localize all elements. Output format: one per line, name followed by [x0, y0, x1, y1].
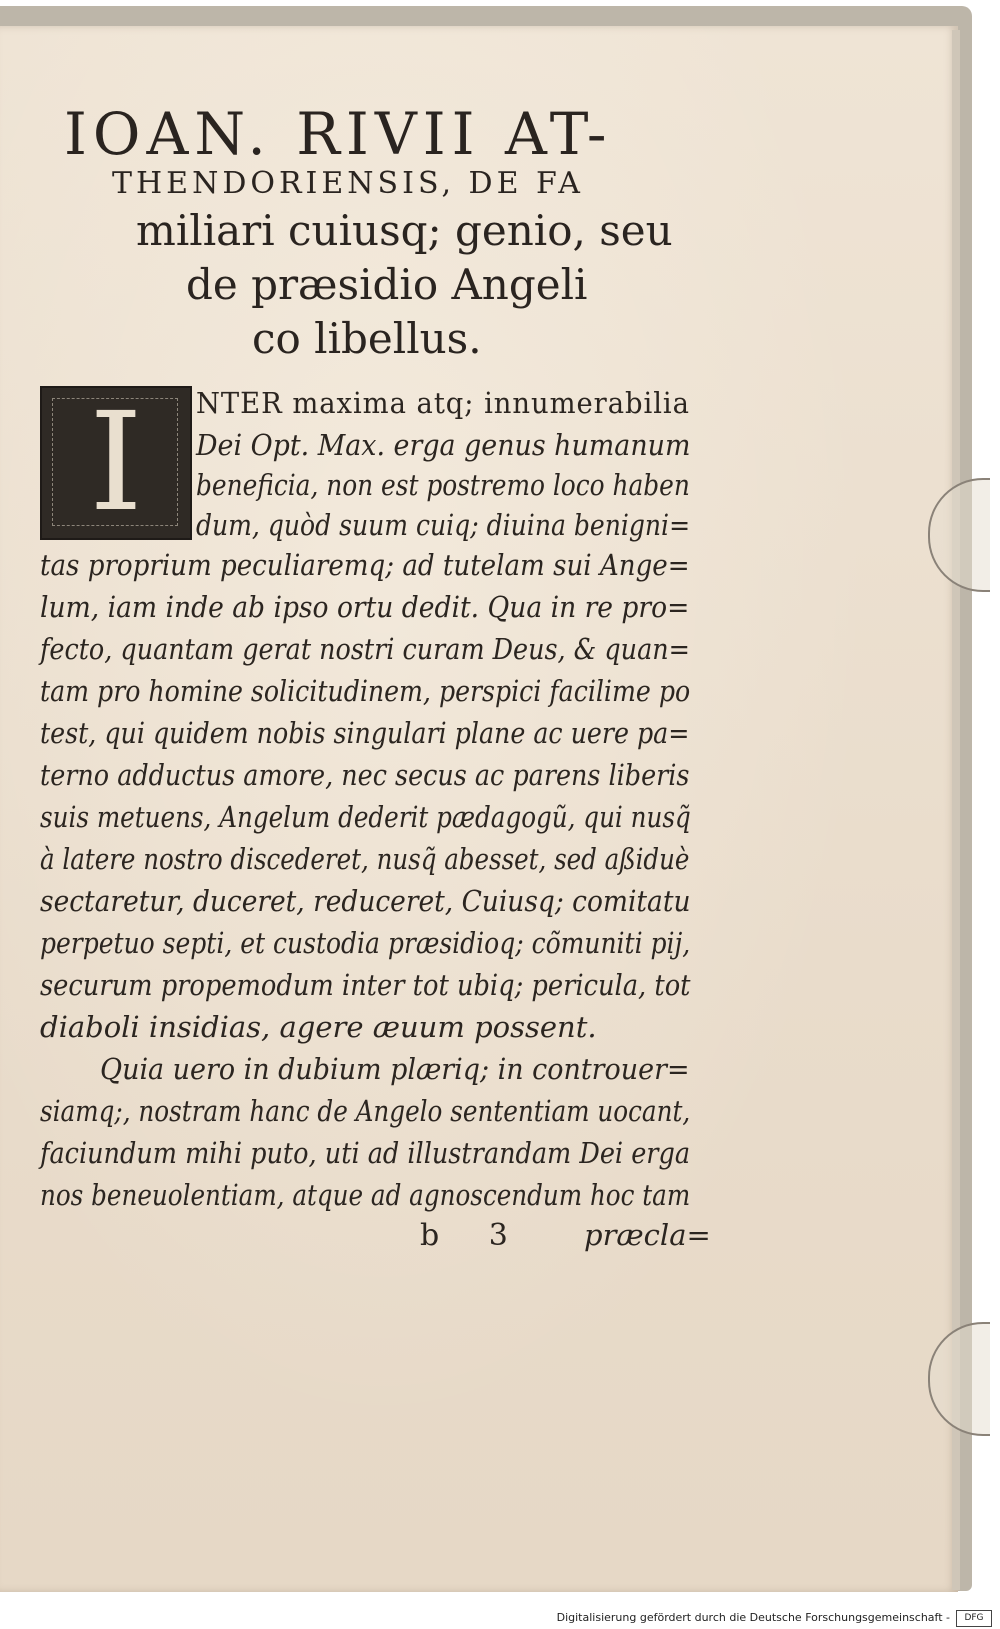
footer-credit: Digitalisierung gefördert durch die Deutsche Forschungsgemeinschaft -	[556, 1611, 950, 1624]
body-line: NTER maxima atq; innumerabilia	[196, 386, 690, 420]
body-line: dum, quòd suum cuiq; diuina benigni=	[196, 508, 691, 542]
title-line-5: co libellus.	[252, 314, 482, 363]
title-line-2: THENDORIENSIS, DE FA	[112, 166, 584, 201]
body-line: à latere nostro discederet, nusq̃ abesset, sed aßiduè	[40, 842, 690, 876]
body-line: tas proprium peculiaremq; ad tutelam sui Ange=	[40, 548, 690, 582]
body-line: faciundum mihi puto, uti ad illustrandam Dei erga	[40, 1136, 691, 1170]
body-line: fecto, quantam gerat nostri curam Deus, & quan=	[40, 632, 690, 666]
body-line: beneficia, non est postremo loco haben	[196, 468, 690, 502]
body-line: nos beneuolentiam, atque ad agnoscendum hoc tam	[40, 1178, 691, 1212]
signature-mark: b 3	[420, 1218, 528, 1253]
body-line: tam pro homine solicitudinem, perspici facilime po	[40, 674, 691, 708]
catchword: præcla=	[584, 1218, 711, 1252]
body-line: Quia uero in dubium plæriq; in controuer=	[100, 1052, 690, 1086]
body-line: Dei Opt. Max. erga genus humanum	[196, 428, 691, 462]
initial-letter: I	[89, 384, 143, 542]
body-line: securum propemodum inter tot ubiq; pericula, tot	[40, 968, 691, 1002]
body-line: perpetuo septi, et custodia præsidioq; cõmuniti pij,	[40, 926, 691, 960]
dfg-logo: DFG	[956, 1610, 992, 1627]
title-line-4: de præsidio Angeli	[186, 260, 588, 309]
decorated-initial	[40, 386, 192, 540]
body-line: lum, iam inde ab ipso ortu dedit. Qua in re pro=	[40, 590, 690, 624]
body-line: test, qui quidem nobis singulari plane ac uere pa=	[40, 716, 690, 750]
body-line: sectaretur, duceret, reduceret, Cuiusq; comitatu	[40, 884, 691, 918]
title-line-1: IOAN. RIVII AT-	[64, 100, 613, 168]
body-line: diaboli insidias, agere æuum possent.	[40, 1010, 597, 1044]
body-line: suis metuens, Angelum dederit pædagogũ, qui nusq̃	[40, 800, 691, 834]
body-line: terno adductus amore, nec secus ac parens liberis	[40, 758, 690, 792]
body-line: siamq;, nostram hanc de Angelo sententiam uocant,	[40, 1094, 691, 1128]
title-line-3: miliari cuiusq; genio, seu	[136, 206, 673, 255]
